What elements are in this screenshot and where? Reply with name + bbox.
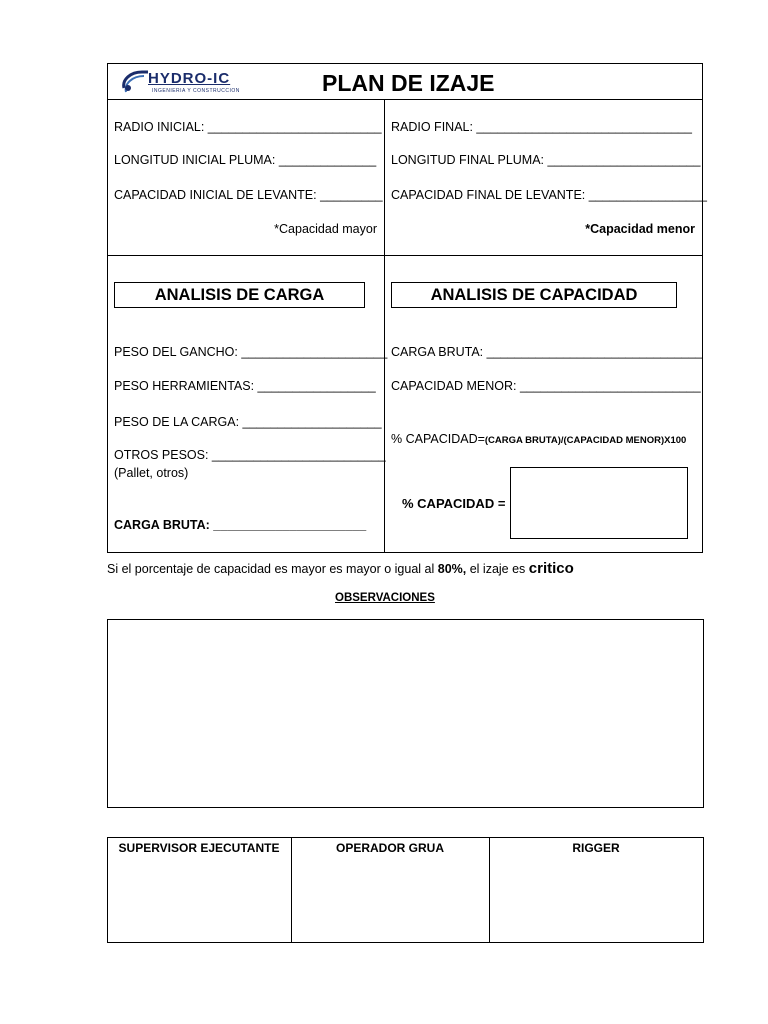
supervisor-signature-header: SUPERVISOR EJECUTANTE — [118, 841, 280, 855]
peso-gancho-field[interactable]: PESO DEL GANCHO: _____________________ — [114, 345, 388, 359]
mid-divider — [107, 255, 703, 256]
capacidad-result-box[interactable] — [510, 467, 688, 539]
logo-subtitle: INGENIERIA Y CONSTRUCCION — [152, 88, 240, 94]
formula-label: % CAPACIDAD= — [391, 432, 485, 446]
capacidad-final-field[interactable]: CAPACIDAD FINAL DE LEVANTE: _________________ — [391, 188, 707, 202]
operador-signature-header: OPERADOR GRUA — [335, 841, 444, 855]
radio-inicial-field[interactable]: RADIO INICIAL: _________________________ — [114, 120, 382, 134]
supervisor-signature-area[interactable] — [108, 858, 290, 942]
capacidad-inicial-field[interactable]: CAPACIDAD INICIAL DE LEVANTE: _________ — [114, 188, 383, 202]
longitud-final-field[interactable]: LONGITUD FINAL PLUMA: ______________________ — [391, 153, 701, 167]
critical-note-text: Si el porcentaje de capacidad es mayor es mayor o igual al — [107, 562, 438, 576]
company-logo — [120, 68, 245, 96]
operador-signature-area[interactable] — [292, 858, 488, 942]
formula-expression: (CARGA BRUTA)/(CAPACIDAD MENOR)X100 — [484, 435, 687, 446]
capacidad-menor-note: *Capacidad menor — [585, 222, 695, 236]
capacidad-formula — [391, 433, 686, 446]
capacidad-menor-field[interactable]: CAPACIDAD MENOR: __________________________ — [391, 379, 701, 393]
longitud-inicial-field[interactable]: LONGITUD INICIAL PLUMA: ______________ — [114, 153, 377, 167]
analisis-carga-title: ANALISIS DE CARGA — [114, 282, 365, 308]
critical-note-after: el izaje es — [466, 562, 529, 576]
column-divider — [384, 99, 385, 553]
otros-pesos-field[interactable]: OTROS PESOS: _________________________ — [114, 448, 386, 462]
critical-note-word: critico — [528, 560, 574, 577]
capacidad-mayor-note: *Capacidad mayor — [274, 222, 377, 236]
analisis-capacidad-title: ANALISIS DE CAPACIDAD — [391, 282, 677, 308]
observaciones-title: OBSERVACIONES — [335, 592, 435, 604]
carga-bruta-total-field[interactable]: CARGA BRUTA: ______________________ — [114, 518, 367, 532]
peso-carga-field[interactable]: PESO DE LA CARGA: ____________________ — [114, 415, 382, 429]
observaciones-box[interactable] — [107, 619, 704, 808]
page-title: PLAN DE IZAJE — [322, 70, 495, 96]
otros-pesos-note: (Pallet, otros) — [114, 466, 189, 480]
radio-final-field[interactable]: RADIO FINAL: _______________________________ — [391, 120, 692, 134]
carga-bruta-field[interactable]: CARGA BRUTA: _______________________________ — [391, 345, 703, 359]
peso-herramientas-field[interactable]: PESO HERRAMIENTAS: _________________ — [114, 379, 376, 393]
crane-hook-icon — [120, 68, 150, 94]
rigger-signature-header: RIGGER — [572, 841, 620, 855]
logo-text: HYDRO-IC — [148, 70, 231, 87]
critical-note-percent: 80%, — [437, 562, 467, 576]
rigger-signature-area[interactable] — [490, 858, 702, 942]
capacidad-result-label: % CAPACIDAD = — [402, 496, 506, 511]
header-divider — [107, 99, 703, 100]
critical-note — [107, 561, 574, 576]
